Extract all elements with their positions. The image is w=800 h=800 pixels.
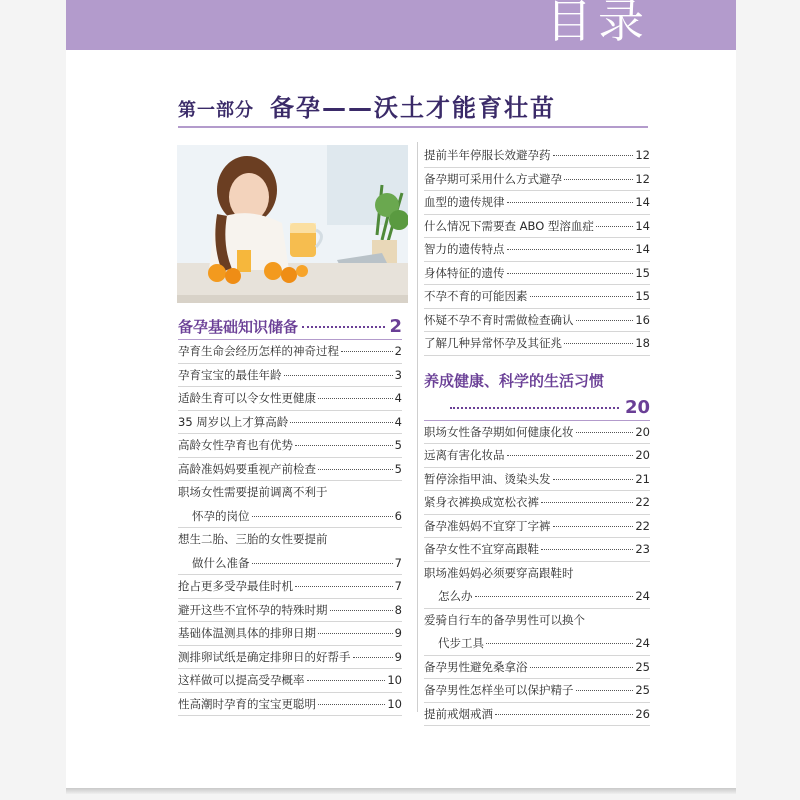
toc-entry-title: 做什么准备 (192, 555, 250, 570)
toc-entry[interactable] (424, 562, 650, 586)
toc-entry-title: 提前半年停服长效避孕药 (424, 148, 551, 162)
toc-entry-page: 4 (394, 414, 402, 429)
dot-leader (564, 343, 633, 344)
toc-entry[interactable] (178, 434, 402, 458)
book-page (66, 0, 736, 790)
page-title: 目录 (546, 0, 650, 48)
toc-entry-page: 7 (394, 579, 402, 593)
toc-entry-title: 高龄准妈妈要重视产前检查 (178, 461, 316, 476)
toc-entry[interactable] (424, 609, 650, 633)
toc-entry[interactable] (424, 632, 650, 656)
toc-entry-page: 3 (394, 367, 402, 382)
dot-leader (318, 633, 393, 634)
dot-leader (507, 455, 634, 456)
toc-entry-title: 紧身衣裤换成宽松衣裤 (424, 495, 539, 509)
toc-entry-title: 智力的遗传特点 (424, 242, 505, 256)
toc-entry-title: 了解几种异常怀孕及其征兆 (424, 336, 562, 350)
dot-leader (507, 202, 634, 203)
toc-entry-page: 15 (635, 265, 650, 280)
toc-entry[interactable] (178, 622, 402, 646)
dot-leader (330, 610, 393, 611)
toc-entry-title: 基础体温测具体的排卵日期 (178, 626, 316, 640)
dot-leader (450, 407, 619, 409)
toc-entry-page: 8 (394, 602, 402, 617)
toc-entry-title: 远离有害化妆品 (424, 448, 505, 462)
toc-entry-page: 25 (635, 659, 650, 674)
toc-entry-title: 备孕男性怎样坐可以保护精子 (424, 683, 574, 697)
toc-entry-title: 血型的遗传规律 (424, 195, 505, 209)
toc-entry[interactable] (178, 528, 402, 552)
part-number: 第一部分 (178, 100, 254, 121)
toc-entry-title: 孕育生命会经历怎样的神奇过程 (178, 344, 339, 358)
dot-leader (553, 526, 634, 527)
column-divider (417, 142, 418, 712)
toc-entry-page: 14 (635, 218, 650, 233)
page-edge-shadow (66, 788, 736, 794)
toc-entry[interactable] (424, 332, 650, 356)
toc-entry-page: 24 (635, 589, 650, 603)
toc-entry[interactable] (178, 387, 402, 411)
toc-entry-page: 22 (635, 518, 650, 533)
toc-entry-title: 避开这些不宜怀孕的特殊时期 (178, 602, 328, 617)
toc-entry[interactable] (178, 505, 402, 529)
toc-entry-title: 怎么办 (438, 589, 473, 603)
dot-leader (576, 432, 634, 433)
toc-entry[interactable] (424, 703, 650, 727)
toc-entry-title: 职场女性需要提前调离不利于 (178, 485, 328, 499)
toc-entry-page: 18 (635, 336, 650, 350)
toc-entry[interactable] (178, 481, 402, 505)
toc-entry[interactable] (424, 144, 650, 168)
dot-leader (541, 502, 633, 503)
dot-leader (576, 690, 634, 691)
toc-entry-title: 备孕男性避免桑拿浴 (424, 659, 528, 674)
toc-entry[interactable] (424, 679, 650, 703)
toc-entry[interactable] (424, 191, 650, 215)
toc-entry-list (424, 421, 650, 727)
section-page: 2 (389, 316, 402, 337)
dot-leader (564, 179, 633, 180)
toc-entry-page: 2 (394, 344, 402, 358)
dot-leader (307, 680, 386, 681)
toc-entry[interactable] (424, 421, 650, 445)
dot-leader (295, 445, 393, 446)
section-title: 养成健康、科学的生活习惯 (424, 371, 605, 390)
dot-leader (475, 596, 634, 597)
toc-entry[interactable] (424, 515, 650, 539)
toc-entry[interactable] (178, 552, 402, 576)
header-band (66, 0, 736, 50)
toc-entry-list (424, 144, 650, 356)
toc-entry[interactable] (178, 340, 402, 364)
toc-entry-title: 怀孕的岗位 (192, 508, 250, 523)
toc-entry[interactable] (424, 468, 650, 492)
part-heading (178, 88, 556, 123)
dot-leader (295, 586, 393, 587)
toc-entry-title: 不孕不育的可能因素 (424, 289, 528, 303)
dot-leader (318, 704, 385, 705)
part-divider (178, 126, 648, 128)
toc-entry[interactable] (178, 411, 402, 435)
toc-entry-title: 35 周岁以上才算高龄 (178, 414, 289, 429)
toc-entry-title: 想生二胎、三胎的女性要提前 (178, 532, 328, 546)
toc-entry-page: 12 (635, 171, 650, 186)
toc-entry-list (178, 340, 402, 716)
toc-entry-title: 孕育宝宝的最佳年龄 (178, 367, 282, 382)
dot-leader (596, 226, 633, 227)
toc-entry[interactable] (424, 168, 650, 192)
section-heading[interactable] (424, 370, 650, 418)
toc-entry-page: 5 (394, 461, 402, 476)
toc-entry[interactable] (424, 491, 650, 515)
toc-entry-title: 提前戒烟戒酒 (424, 706, 493, 721)
toc-entry-title: 适龄生育可以令女性更健康 (178, 391, 316, 405)
toc-entry[interactable] (178, 364, 402, 388)
toc-entry-page: 4 (394, 391, 402, 405)
dot-leader (290, 422, 392, 423)
dot-leader (541, 549, 633, 550)
dot-leader (507, 249, 634, 250)
toc-entry-title: 什么情况下需要查 ABO 型溶血症 (424, 218, 594, 233)
dot-leader (530, 667, 634, 668)
toc-entry-page: 21 (635, 471, 650, 486)
toc-entry-title: 测排卵试纸是确定排卵日的好帮手 (178, 649, 351, 664)
toc-right-column (424, 144, 650, 726)
toc-entry[interactable] (424, 309, 650, 333)
dot-leader (252, 563, 393, 564)
dot-leader (252, 516, 393, 517)
toc-entry[interactable] (178, 575, 402, 599)
toc-entry-page: 5 (394, 438, 402, 452)
toc-entry-page: 14 (635, 195, 650, 209)
toc-entry-page: 26 (635, 706, 650, 721)
toc-entry[interactable] (424, 262, 650, 286)
woman-pouring-orange-juice-photo (177, 145, 408, 303)
toc-entry[interactable] (424, 444, 650, 468)
toc-entry-page: 12 (635, 148, 650, 162)
dot-leader (318, 469, 393, 470)
toc-entry-page: 10 (387, 696, 402, 711)
toc-entry-title: 爱骑自行车的备孕男性可以换个 (424, 612, 585, 627)
dot-leader (495, 714, 633, 715)
toc-entry-title: 暂停涂指甲油、烫染头发 (424, 471, 551, 486)
toc-entry-page: 20 (635, 424, 650, 439)
toc-entry-page: 22 (635, 495, 650, 509)
section-heading[interactable] (178, 316, 402, 337)
toc-entry[interactable] (424, 285, 650, 309)
dot-leader (318, 398, 393, 399)
part-name: 备孕——沃土才能育壮苗 (270, 94, 556, 122)
toc-entry[interactable] (178, 458, 402, 482)
toc-entry[interactable] (424, 238, 650, 262)
photo-illustration (177, 145, 408, 303)
toc-entry-page: 24 (635, 636, 650, 650)
toc-entry-page: 9 (394, 626, 402, 640)
toc-entry[interactable] (178, 646, 402, 670)
dot-leader (553, 155, 634, 156)
toc-entry-page: 16 (635, 312, 650, 327)
dot-leader (486, 643, 633, 644)
toc-entry-title: 身体特征的遗传 (424, 265, 505, 280)
toc-entry-page: 23 (635, 542, 650, 556)
toc-entry-page: 20 (635, 448, 650, 462)
toc-entry[interactable] (178, 599, 402, 623)
toc-entry-title: 备孕准妈妈不宜穿丁字裤 (424, 518, 551, 533)
toc-entry-page: 25 (635, 683, 650, 697)
dot-leader (507, 273, 634, 274)
dot-leader (302, 326, 385, 328)
toc-entry-title: 高龄女性孕育也有优势 (178, 438, 293, 452)
toc-entry[interactable] (424, 215, 650, 239)
toc-entry-title: 这样做可以提高受孕概率 (178, 673, 305, 687)
toc-entry-title: 怀疑不孕不育时需做检查确认 (424, 312, 574, 327)
toc-entry-title: 性高潮时孕育的宝宝更聪明 (178, 696, 316, 711)
dot-leader (530, 296, 634, 297)
toc-left-column (178, 316, 402, 716)
dot-leader (553, 479, 634, 480)
dot-leader (341, 351, 393, 352)
dot-leader (353, 657, 393, 658)
section-page: 20 (624, 396, 650, 418)
dot-leader (284, 375, 393, 376)
toc-entry[interactable] (178, 693, 402, 717)
toc-entry-page: 15 (635, 289, 650, 303)
toc-entry-title: 职场女性备孕期如何健康化妆 (424, 424, 574, 439)
toc-entry[interactable] (178, 669, 402, 693)
toc-entry-page: 6 (394, 508, 402, 523)
toc-entry-title: 职场准妈妈必须要穿高跟鞋时 (424, 565, 574, 580)
toc-entry-title: 备孕女性不宜穿高跟鞋 (424, 542, 539, 556)
toc-entry[interactable] (424, 656, 650, 680)
toc-entry[interactable] (424, 538, 650, 562)
toc-entry-page: 7 (394, 555, 402, 570)
toc-entry-page: 10 (387, 673, 402, 687)
section-title: 备孕基础知识储备 (178, 318, 299, 336)
toc-entry-title: 抢占更多受孕最佳时机 (178, 579, 293, 593)
toc-entry-page: 9 (394, 649, 402, 664)
toc-entry-title: 代步工具 (438, 636, 484, 650)
dot-leader (576, 320, 634, 321)
toc-entry-page: 14 (635, 242, 650, 256)
section-page-line (424, 397, 650, 418)
toc-entry[interactable] (424, 585, 650, 609)
toc-entry-title: 备孕期可采用什么方式避孕 (424, 171, 562, 186)
